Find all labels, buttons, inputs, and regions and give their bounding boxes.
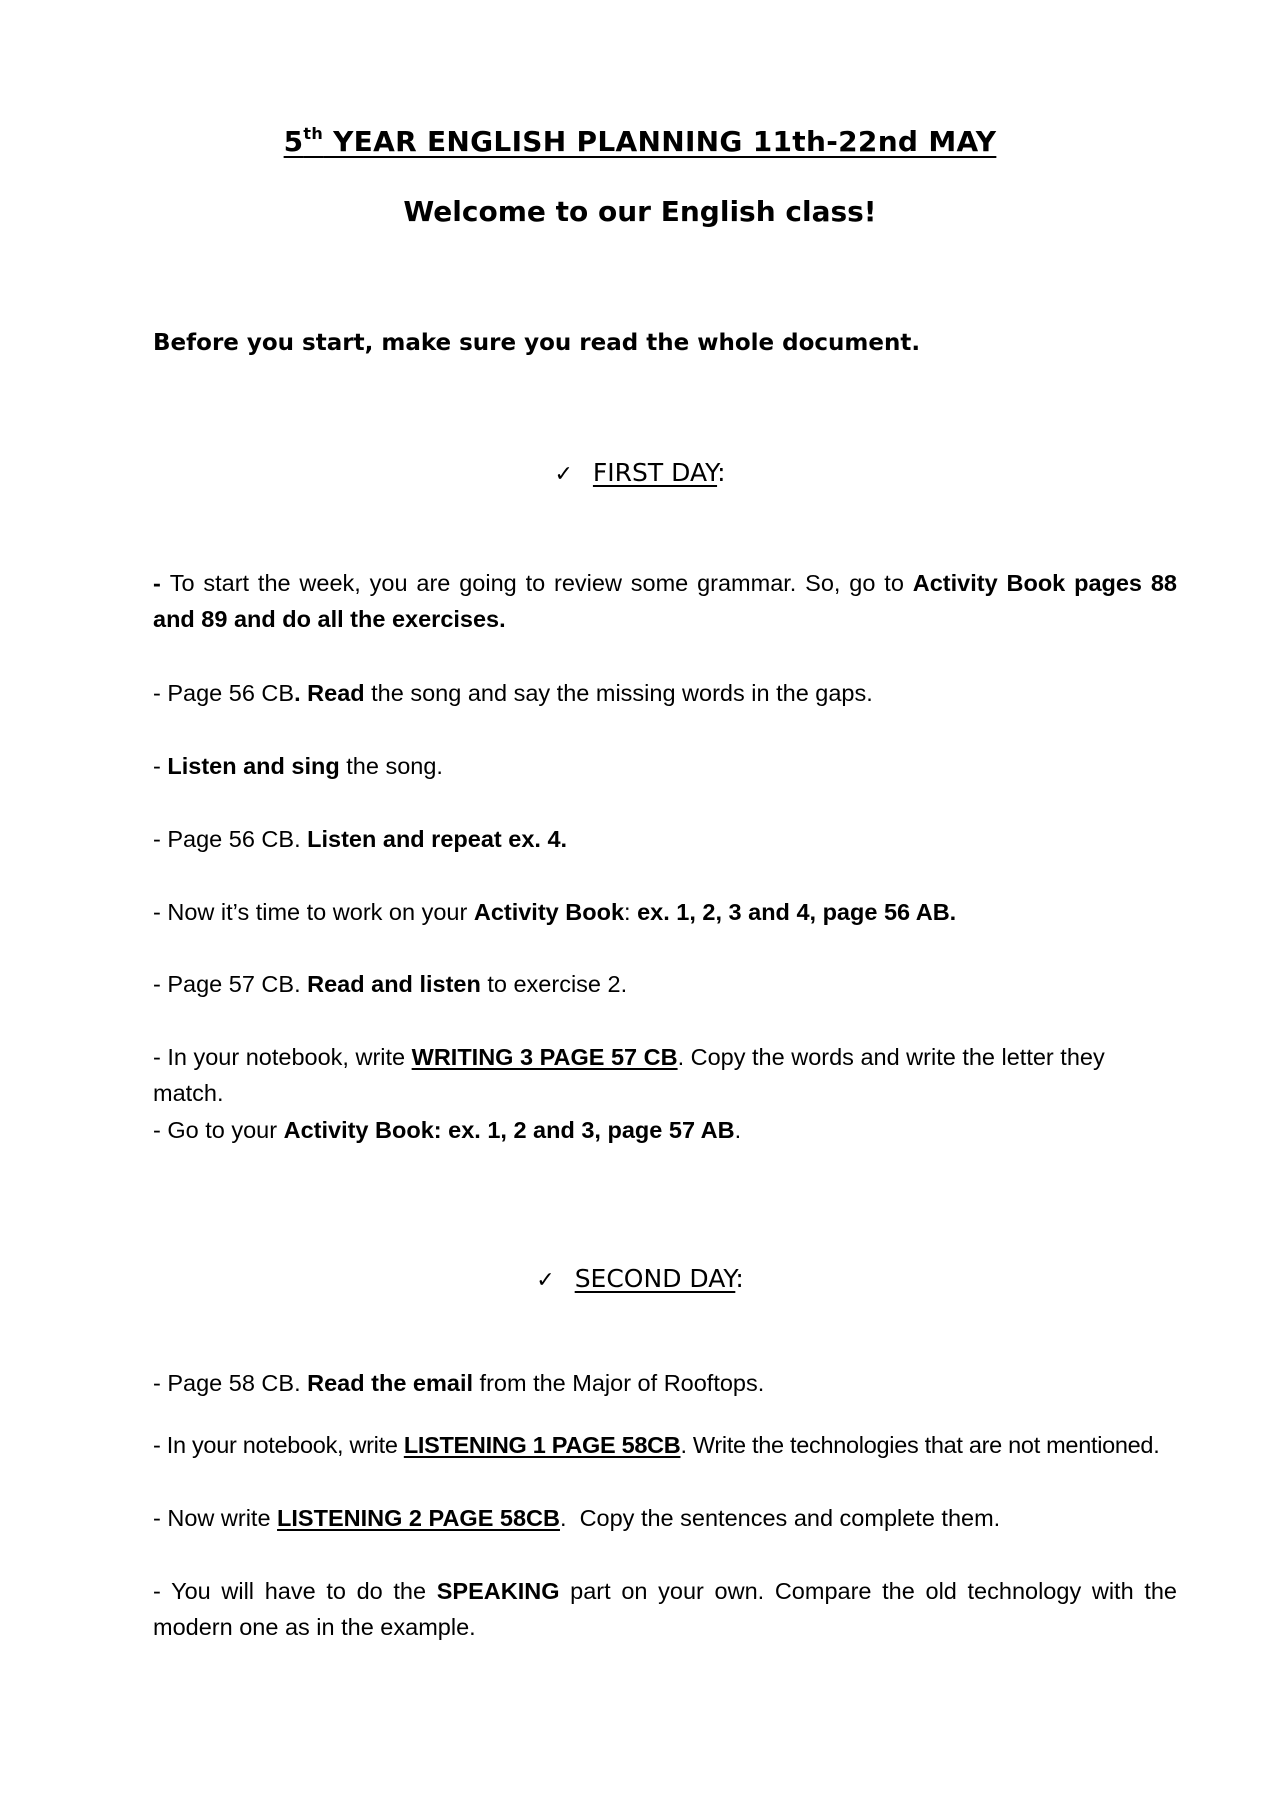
title-prefix: 5 bbox=[283, 125, 304, 158]
first-day-item-5 bbox=[153, 894, 1177, 930]
item-bold-text: Read and listen bbox=[307, 971, 481, 997]
item-bold-underlined-text: LISTENING 1 PAGE 58CB bbox=[403, 1432, 681, 1458]
item-bold-underlined-text: WRITING 3 PAGE 57 CB bbox=[411, 1044, 678, 1070]
item-text: - bbox=[153, 753, 168, 779]
title-rest: YEAR ENGLISH PLANNING 11th-22nd MAY bbox=[323, 125, 997, 158]
item-text: - In your notebook, write bbox=[153, 1044, 412, 1070]
intro-text: Before you start, make sure you read the whole document. bbox=[153, 330, 921, 356]
item-text: - Page 58 CB. bbox=[153, 1370, 308, 1396]
item-text: - Go to your bbox=[153, 1117, 284, 1143]
second-day-item-2 bbox=[153, 1427, 1177, 1463]
first-day-colon: : bbox=[717, 458, 726, 487]
item-text: . Write the technologies that are not mentioned. bbox=[680, 1432, 1160, 1458]
welcome-heading: Welcome to our English class! bbox=[403, 195, 877, 228]
page-title bbox=[0, 124, 1280, 158]
first-day-item-1 bbox=[153, 565, 1177, 637]
first-day-label: FIRST DAY bbox=[592, 458, 718, 487]
item-text: - Page 56 CB. bbox=[153, 826, 308, 852]
checkmark-icon: ✓ bbox=[554, 462, 573, 487]
first-day-item-8 bbox=[153, 1112, 1177, 1148]
checkmark-icon: ✓ bbox=[536, 1268, 555, 1293]
item-text: To start the week, you are going to review some grammar. So, go to bbox=[169, 570, 913, 596]
item-bold-text: Activity Book pages 88 and 89 and do all the exercises. bbox=[153, 570, 1177, 632]
item-text: - Now write bbox=[153, 1505, 278, 1531]
first-day-item-4 bbox=[153, 821, 1177, 857]
item-text: . bbox=[734, 1117, 742, 1143]
first-day-heading bbox=[0, 458, 1280, 487]
second-day-label: SECOND DAY bbox=[574, 1264, 736, 1293]
first-day-item-6 bbox=[153, 966, 1177, 1002]
item-text: - In your notebook, write bbox=[153, 1432, 404, 1458]
item-bold-text: ex. 1, 2, 3 and 4, page 56 AB. bbox=[637, 899, 957, 925]
second-day-item-4 bbox=[153, 1573, 1177, 1645]
item-text: the song. bbox=[339, 753, 443, 779]
second-day-item-1 bbox=[153, 1365, 1177, 1401]
item-bold-text: Activity Book bbox=[473, 899, 625, 925]
second-day-colon: : bbox=[735, 1264, 744, 1293]
item-text: from the Major of Rooftops. bbox=[473, 1370, 765, 1396]
item-text: . Copy the sentences and complete them. bbox=[559, 1505, 1001, 1531]
item-bold-text: SPEAKING bbox=[436, 1578, 560, 1604]
first-day-item-7 bbox=[153, 1039, 1177, 1111]
item-bold-underlined-text: LISTENING 2 PAGE 58CB bbox=[277, 1505, 560, 1531]
item-bold-text: . Read bbox=[294, 680, 365, 706]
first-day-item-2 bbox=[153, 675, 1177, 711]
second-day-item-3 bbox=[153, 1500, 1177, 1536]
first-day-item-3 bbox=[153, 748, 1177, 784]
item-text: - You will have to do the bbox=[153, 1578, 437, 1604]
item-text: to exercise 2. bbox=[480, 971, 628, 997]
item-bold-text: Listen and repeat ex. 4. bbox=[307, 826, 568, 852]
item-text: - Now it’s time to work on your bbox=[153, 899, 474, 925]
item-bold-text: Listen and sing bbox=[167, 753, 340, 779]
item-text: part on your own. Compare the old technology with the modern one as in the example. bbox=[153, 1578, 1177, 1640]
item-text: the song and say the missing words in the gaps. bbox=[364, 680, 873, 706]
item-text: - Page 57 CB. bbox=[153, 971, 308, 997]
item-text: - Page 56 CB bbox=[153, 680, 295, 706]
item-bold-text: Activity Book: ex. 1, 2 and 3, page 57 AB bbox=[283, 1117, 735, 1143]
title-text bbox=[284, 125, 997, 158]
item-text: . Copy the words and write the letter they match. bbox=[153, 1044, 1105, 1106]
item-text: : bbox=[624, 899, 638, 925]
item-bullet: - bbox=[153, 570, 170, 596]
second-day-heading bbox=[0, 1264, 1280, 1293]
item-bold-text: Read the email bbox=[307, 1370, 474, 1396]
title-superscript: th bbox=[303, 124, 324, 143]
